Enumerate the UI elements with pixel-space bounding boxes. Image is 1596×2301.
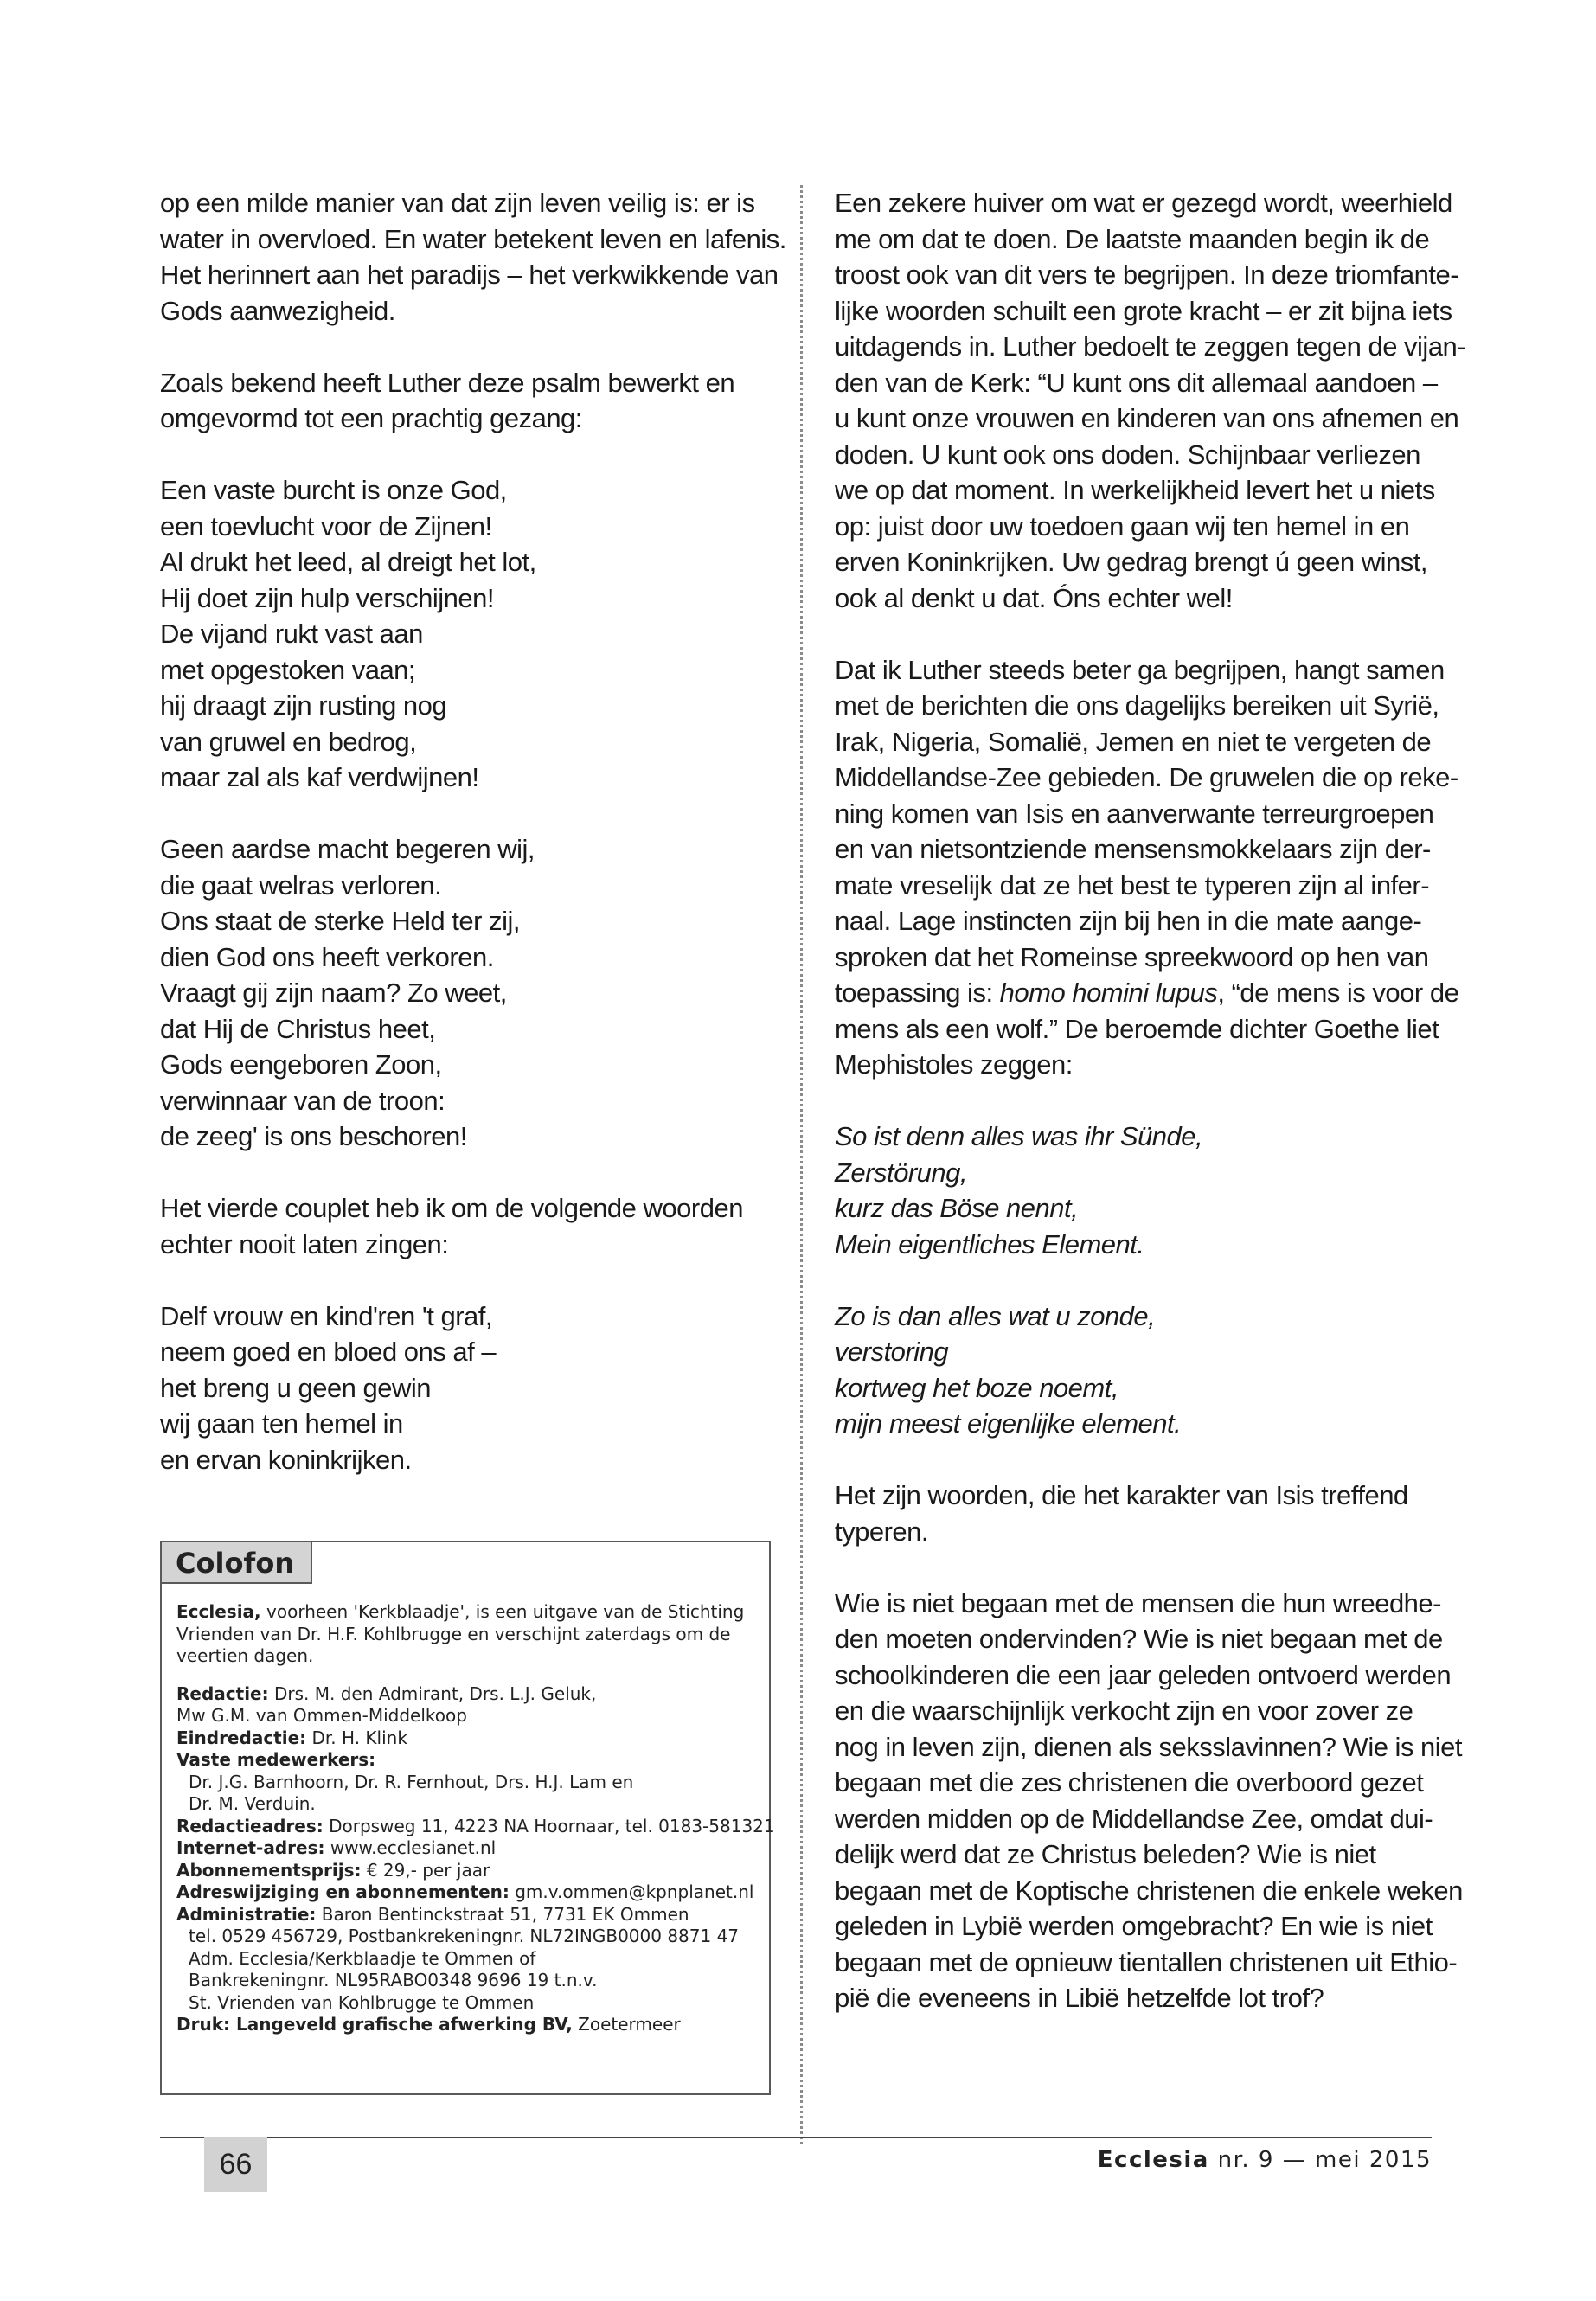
text-line: Mein eigentliches Element. xyxy=(835,1228,1144,1259)
text-line: Zerstörung, xyxy=(835,1157,968,1188)
text-line: sproken dat het Romeinse spreekwoord op hen van xyxy=(835,941,1429,972)
text-line: Geen aardse macht begeren wij, xyxy=(160,834,535,864)
colofon-text: Vrienden van Dr. H.F. Kohlbrugge en verschijnt zaterdags om de xyxy=(176,1623,731,1644)
paragraph xyxy=(160,185,786,329)
text-line: Hij doet zijn hulp verschijnen! xyxy=(160,582,494,613)
text-line: Zo is dan alles wat u zonde, xyxy=(835,1300,1156,1331)
right-column xyxy=(835,185,1466,2052)
colofon-text: St. Vrienden van Kohlbrugge te Ommen xyxy=(189,1991,535,2013)
text-line: kortweg het boze noemt, xyxy=(835,1372,1118,1403)
colofon-label: Ecclesia, xyxy=(176,1601,261,1622)
colofon-text: Adm. Ecclesia/Kerkblaadje te Ommen of xyxy=(189,1947,536,1969)
text-line: Mephistoles zeggen: xyxy=(835,1049,1073,1080)
text-line: begaan met de opnieuw tientallen christenen uit Ethio- xyxy=(835,1946,1458,1977)
text-line: den moeten ondervinden? Wie is niet begaan met de xyxy=(835,1624,1443,1654)
text-line: verstoring xyxy=(835,1336,949,1367)
text-line: Een zekere huiver om wat er gezegd wordt, weerhield xyxy=(835,188,1452,218)
text-line: Gods aanwezigheid. xyxy=(160,295,395,326)
text-line: ook al denkt u dat. Óns echter wel! xyxy=(835,582,1233,613)
text-line: Gods eengeboren Zoon, xyxy=(160,1049,442,1080)
colofon-text: Dr. H. Klink xyxy=(306,1727,407,1748)
text-line: uitdagends in. Luther bedoelt te zeggen tegen de vijan- xyxy=(835,331,1466,362)
text-line: begaan met die zes christenen die overboord gezet xyxy=(835,1767,1424,1798)
text-line: ning komen van Isis en aanverwante terreurgroepen xyxy=(835,798,1434,829)
colofon-text: Zoetermeer xyxy=(572,2014,681,2035)
publication-info xyxy=(1098,2147,1432,2173)
email-link[interactable]: gm.v.ommen@kpnplanet.nl xyxy=(509,1881,754,1902)
hymn-verse xyxy=(160,472,774,796)
text-line: So ist denn alles was ihr Sünde, xyxy=(835,1121,1203,1151)
website-link[interactable]: www.ecclesianet.nl xyxy=(324,1837,497,1858)
goethe-quote-dutch xyxy=(835,1298,1432,1442)
text-line: die gaat welras verloren. xyxy=(160,869,442,901)
paragraph xyxy=(160,1190,774,1262)
paragraph xyxy=(835,1586,1463,2016)
text-line: Het herinnert aan het paradijs – het verkwikkende van xyxy=(160,260,779,290)
text-line: en die waarschijnlijk verkocht zijn en voor zover ze xyxy=(835,1695,1413,1726)
text-line: wij gaan ten hemel in xyxy=(160,1408,403,1439)
colofon-label: Redactieadres: xyxy=(176,1815,324,1836)
text-line: met de berichten die ons dagelijks bereiken uit Syrië, xyxy=(835,690,1439,721)
latin-proverb: homo homini lupus xyxy=(999,977,1218,1008)
text-line: werden midden op de Middellandse Zee, omdat dui- xyxy=(835,1803,1433,1834)
text-line: Wie is niet begaan met de mensen die hun wreedhe- xyxy=(835,1587,1441,1618)
text-line: nog in leven zijn, dienen als seksslavinnen? Wie is niet xyxy=(835,1731,1463,1762)
colofon-text: tel. 0529 456729, Postbankrekeningnr. NL72INGB0000 8871 47 xyxy=(189,1926,740,1946)
text-line: Een vaste burcht is onze God, xyxy=(160,475,507,505)
text-line: dien God ons heeft verkoren. xyxy=(160,941,494,972)
text-line: Het zijn woorden, die het karakter van Isis treffend xyxy=(835,1480,1408,1510)
colofon-title: Colofon xyxy=(162,1542,312,1584)
text-line: lijke woorden schuilt een grote kracht – er zit bijna iets xyxy=(835,295,1452,326)
text-line: Dat ik Luther steeds beter ga begrijpen, hangt samen xyxy=(835,654,1445,685)
text-line: mate vreselijk dat ze het best te typeren zijn al infer- xyxy=(835,869,1430,901)
colofon-text: € 29,- per jaar xyxy=(361,1859,490,1881)
text-line: een toevlucht voor de Zijnen! xyxy=(160,510,492,542)
text-line: Vraagt gij zijn naam? Zo weet, xyxy=(160,977,507,1008)
text-line: u kunt onze vrouwen en kinderen van ons afnemen en xyxy=(835,403,1459,433)
colofon-text: voorheen 'Kerkblaadje', is een uitgave van de Stichting xyxy=(260,1601,745,1622)
publication-name: Ecclesia xyxy=(1097,2147,1209,2173)
colofon-box xyxy=(160,1541,775,2095)
text-line: het breng u geen gewin xyxy=(160,1372,432,1403)
text-line: op een milde manier van dat zijn leven veilig is: er is xyxy=(160,188,755,218)
text-line: mijn meest eigenlijke element. xyxy=(835,1408,1182,1439)
paragraph xyxy=(160,365,774,437)
colofon-text: Bankrekeningnr. NL95RABO0348 9696 19 t.n.v. xyxy=(189,1970,598,1990)
text-line: kurz das Böse nennt, xyxy=(835,1193,1079,1223)
colofon-label: Vaste medewerkers: xyxy=(176,1749,376,1770)
hymn-verse xyxy=(160,1298,774,1478)
text-line: van gruwel en bedrog, xyxy=(160,726,417,757)
text-line: den van de Kerk: “U kunt ons dit allemaal aandoen – xyxy=(835,367,1438,398)
colofon-text: Drs. M. den Admirant, Drs. L.J. Geluk, xyxy=(268,1682,597,1704)
colofon-text: Baron Bentinckstraat 51, 7731 EK Ommen xyxy=(316,1903,689,1925)
text-line: geleden in Lybië werden omgebracht? En wie is niet xyxy=(835,1911,1433,1941)
paragraph xyxy=(835,652,1459,1083)
text-line: hij draagt zijn rusting nog xyxy=(160,690,447,721)
colofon-label: Druk: Langeveld grafische afwerking BV, xyxy=(176,2014,573,2035)
paragraph-lines xyxy=(835,652,1458,976)
text-line: delijk werd dat ze Christus beleden? Wie is niet xyxy=(835,1839,1376,1869)
text-line: naal. Lage instincten zijn bij hen in die mate aange- xyxy=(835,906,1422,936)
paragraph xyxy=(835,185,1466,616)
colofon-text: Dorpsweg 11, 4223 NA Hoornaar, tel. 0183-581321 xyxy=(323,1815,775,1836)
text-line: Middellandse-Zee gebieden. De gruwelen die op reke- xyxy=(835,762,1458,792)
colofon-label: Eindredactie: xyxy=(176,1727,307,1748)
text-line: dat Hij de Christus heet, xyxy=(160,1013,436,1044)
text-line: schoolkinderen die een jaar geleden ontvoerd werden xyxy=(835,1659,1452,1690)
goethe-quote-german xyxy=(835,1118,1432,1262)
column-divider xyxy=(800,185,803,2144)
colofon-text: Dr. J.G. Barnhoorn, Dr. R. Fernhout, Drs. H.J. Lam en xyxy=(189,1771,634,1792)
text-line: typeren. xyxy=(835,1516,929,1547)
page-number: 66 xyxy=(204,2137,267,2192)
text-line: Ons staat de sterke Held ter zij, xyxy=(160,906,520,936)
text-line: met opgestoken vaan; xyxy=(160,654,416,685)
left-column xyxy=(160,185,786,1514)
text-line: de zeeg' is ons beschoren! xyxy=(160,1121,467,1151)
text-line: doden. U kunt ook ons doden. Schijnbaar verliezen xyxy=(835,439,1420,470)
text-line: Delf vrouw en kind'ren 't graf, xyxy=(160,1300,493,1331)
colofon-body xyxy=(176,1601,775,2036)
hymn-verse xyxy=(160,831,774,1155)
text-line: troost ook van dit vers te begrijpen. In deze triomfante- xyxy=(835,260,1459,290)
colofon-text: Dr. M. Verduin. xyxy=(189,1793,316,1814)
text-line: Irak, Nigeria, Somalië, Jemen en niet te vergeten de xyxy=(835,726,1432,757)
colofon-text: Mw G.M. van Ommen-Middelkoop xyxy=(176,1705,467,1726)
text-line: verwinnaar van de troon: xyxy=(160,1085,445,1116)
text-line: me om dat te doen. De laatste maanden begin ik de xyxy=(835,223,1430,254)
issue-info: nr. 9 — mei 2015 xyxy=(1208,2147,1432,2173)
footer-rule xyxy=(160,2137,1432,2138)
colofon-label: Internet-adres: xyxy=(176,1837,325,1858)
text-line: begaan met de Koptische christenen die enkele weken xyxy=(835,1875,1463,1906)
paragraph-lines xyxy=(835,1011,1439,1083)
text-line: op: juist door uw toedoen gaan wij ten hemel in en xyxy=(835,510,1410,542)
colofon-label: Administratie: xyxy=(176,1903,317,1925)
text-line: erven Koninkrijken. Uw gedrag brengt ú geen winst, xyxy=(835,547,1427,577)
text-line: en ervan koninkrijken. xyxy=(160,1444,412,1475)
text-line: pië die eveneens in Libië hetzelfde lot trof? xyxy=(835,1983,1324,2013)
text-line: water in overvloed. En water betekent leven en lafenis. xyxy=(160,223,786,254)
text-line: Al drukt het leed, al dreigt het lot, xyxy=(160,547,536,577)
colofon-label: Adreswijziging en abonnementen: xyxy=(176,1881,510,1902)
colofon-label: Redactie: xyxy=(176,1682,269,1704)
text-line: en van nietsontziende mensensmokkelaars zijn der- xyxy=(835,834,1431,864)
paragraph xyxy=(835,1477,1432,1549)
text-line: Zoals bekend heeft Luther deze psalm bewerkt en xyxy=(160,367,735,398)
text-line: maar zal als kaf verdwijnen! xyxy=(160,762,479,792)
text-line: Het vierde couplet heb ik om de volgende woorden xyxy=(160,1193,743,1223)
paragraph-text: toepassing is: xyxy=(835,977,1000,1008)
text-line: echter nooit laten zingen: xyxy=(160,1228,449,1259)
colofon-text: veertien dagen. xyxy=(176,1645,314,1666)
colofon-label: Abonnementsprijs: xyxy=(176,1859,362,1881)
text-line: mens als een wolf.” De beroemde dichter Goethe liet xyxy=(835,1013,1439,1044)
text-line: neem goed en bloed ons af – xyxy=(160,1336,497,1367)
text-line: omgevormd tot een prachtig gezang: xyxy=(160,403,582,433)
text-line: De vijand rukt vast aan xyxy=(160,619,423,649)
text-line: we op dat moment. In werkelijkheid levert het u niets xyxy=(835,475,1435,505)
paragraph-text: , “de mens is voor de xyxy=(1217,977,1459,1008)
